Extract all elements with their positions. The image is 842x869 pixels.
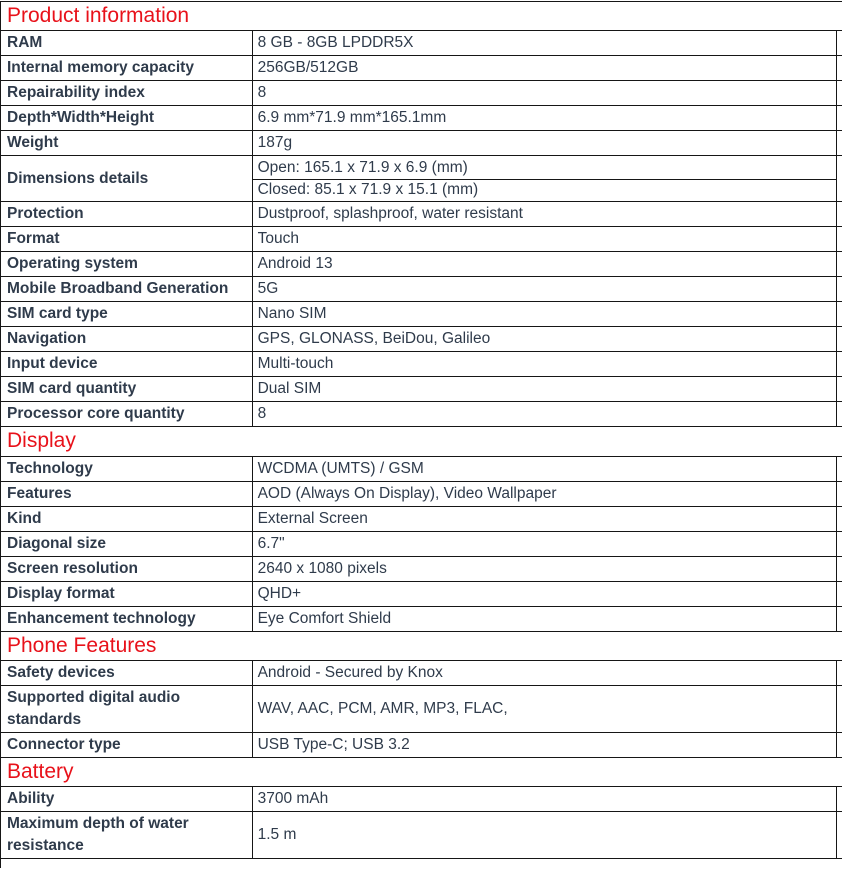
spec-value <box>253 327 838 351</box>
spec-label: Processor core quantity <box>1 402 253 426</box>
spec-value-line: Eye Comfort Shield <box>257 609 392 627</box>
spec-row <box>1 557 842 582</box>
spec-value-line: USB Type-C; USB 3.2 <box>257 735 410 753</box>
spec-label: RAM <box>1 31 253 55</box>
spec-label: Format <box>1 227 253 251</box>
spec-label: Depth*Width*Height <box>1 106 253 130</box>
spec-label: Safety devices <box>1 661 253 685</box>
spec-row <box>1 402 842 427</box>
spec-value <box>253 686 838 732</box>
spec-value <box>253 131 838 155</box>
spec-value-line: Android - Secured by Knox <box>257 663 443 681</box>
spec-row <box>1 787 842 812</box>
spec-label: SIM card type <box>1 302 253 326</box>
spec-value <box>253 156 838 201</box>
spec-value <box>253 56 838 80</box>
spec-value <box>253 277 838 301</box>
spec-value-line: 187g <box>257 134 293 152</box>
spec-value-line: Nano SIM <box>257 305 327 323</box>
spec-label: Ability <box>1 787 253 811</box>
spec-value-line: QHD+ <box>257 584 302 602</box>
spec-value <box>253 302 838 326</box>
spec-value <box>253 81 838 105</box>
spec-value <box>253 607 838 631</box>
spec-label: Diagonal size <box>1 532 253 556</box>
spec-row <box>1 227 842 252</box>
spec-label: Navigation <box>1 327 253 351</box>
spec-value-line: WAV, AAC, PCM, AMR, MP3, FLAC, <box>257 699 508 717</box>
spec-value-line: Open: 165.1 x 71.9 x 6.9 (mm) <box>257 158 468 176</box>
spec-row <box>1 733 842 758</box>
spec-label: Technology <box>1 457 253 481</box>
spec-label: Supported digital audio standards <box>1 686 253 732</box>
spec-label: Mobile Broadband Generation <box>1 277 253 301</box>
spec-value-line: AOD (Always On Display), Video Wallpaper <box>257 484 557 502</box>
spec-row <box>1 252 842 277</box>
spec-value-line: Touch <box>257 230 299 248</box>
section-heading: Product information <box>1 2 842 31</box>
spec-label: Dimensions details <box>1 156 253 201</box>
spec-value-line: Dustproof, splashproof, water resistant <box>257 205 523 223</box>
spec-value-line: Android 13 <box>257 255 333 273</box>
spec-row <box>1 532 842 557</box>
spec-row <box>1 352 842 377</box>
spec-value <box>253 557 838 581</box>
spec-row <box>1 131 842 156</box>
spec-value-line: Multi-touch <box>257 355 334 373</box>
spec-label: Kind <box>1 507 253 531</box>
spec-label: Connector type <box>1 733 253 757</box>
spec-value <box>253 812 838 858</box>
spec-value <box>253 733 838 757</box>
spec-value <box>253 507 838 531</box>
spec-label: Input device <box>1 352 253 376</box>
spec-label: Display format <box>1 582 253 606</box>
spec-value <box>253 457 838 481</box>
spec-value <box>253 582 838 606</box>
spec-row <box>1 607 842 632</box>
spec-value <box>253 31 838 55</box>
spec-row <box>1 812 842 859</box>
spec-label: Weight <box>1 131 253 155</box>
spec-row <box>1 686 842 733</box>
spec-row <box>1 507 842 532</box>
spec-value <box>253 227 838 251</box>
product-spec-sheet <box>0 1 842 868</box>
spec-value-line: Closed: 85.1 x 71.9 x 15.1 (mm) <box>253 179 837 201</box>
spec-value <box>253 106 838 130</box>
spec-row <box>1 302 842 327</box>
spec-label: Maximum depth of water resistance <box>1 812 253 858</box>
spec-value-line: 5G <box>257 280 279 298</box>
spec-value <box>253 532 838 556</box>
spec-row <box>1 106 842 131</box>
spec-row <box>1 457 842 482</box>
spec-value <box>253 661 838 685</box>
spec-value <box>253 377 838 401</box>
spec-label: Screen resolution <box>1 557 253 581</box>
spec-value-line: External Screen <box>257 509 368 527</box>
spec-value <box>253 402 838 426</box>
spec-row <box>1 81 842 106</box>
spec-value <box>253 252 838 276</box>
section-heading: Phone Features <box>1 632 842 661</box>
spec-label: SIM card quantity <box>1 377 253 401</box>
spec-row <box>1 56 842 81</box>
spec-row <box>1 156 842 202</box>
spec-value <box>253 352 838 376</box>
spec-row <box>1 327 842 352</box>
spec-row <box>1 202 842 227</box>
spec-value-line: 1.5 m <box>257 826 297 844</box>
spec-value-line: Dual SIM <box>257 380 322 398</box>
spec-value-line: 256GB/512GB <box>257 59 359 77</box>
spec-value <box>253 482 838 506</box>
spec-value-line: 6.9 mm*71.9 mm*165.1mm <box>257 109 447 127</box>
spec-value-line: GPS, GLONASS, BeiDou, Galileo <box>257 330 491 348</box>
spec-row <box>1 377 842 402</box>
spec-value-line: 2640 x 1080 pixels <box>257 559 387 577</box>
spec-value-line: 8 GB - 8GB LPDDR5X <box>257 34 414 52</box>
section-heading: Display <box>1 427 842 456</box>
spec-row <box>1 661 842 686</box>
spec-value-line: 6.7" <box>257 534 285 552</box>
spec-label: Enhancement technology <box>1 607 253 631</box>
spec-value-line: 8 <box>257 405 267 423</box>
spec-row <box>1 31 842 56</box>
spec-row <box>1 582 842 607</box>
spec-value-line: 3700 mAh <box>257 790 329 808</box>
spec-value <box>253 202 838 226</box>
spec-label: Protection <box>1 202 253 226</box>
spec-row <box>1 277 842 302</box>
spec-value-line: 8 <box>257 84 267 102</box>
spec-row <box>1 482 842 507</box>
spec-label: Operating system <box>1 252 253 276</box>
spec-value-line: WCDMA (UMTS) / GSM <box>257 459 424 477</box>
section-heading: Battery <box>1 758 842 787</box>
spec-label: Features <box>1 482 253 506</box>
spec-value <box>253 787 838 811</box>
spec-label: Internal memory capacity <box>1 56 253 80</box>
spec-label: Repairability index <box>1 81 253 105</box>
